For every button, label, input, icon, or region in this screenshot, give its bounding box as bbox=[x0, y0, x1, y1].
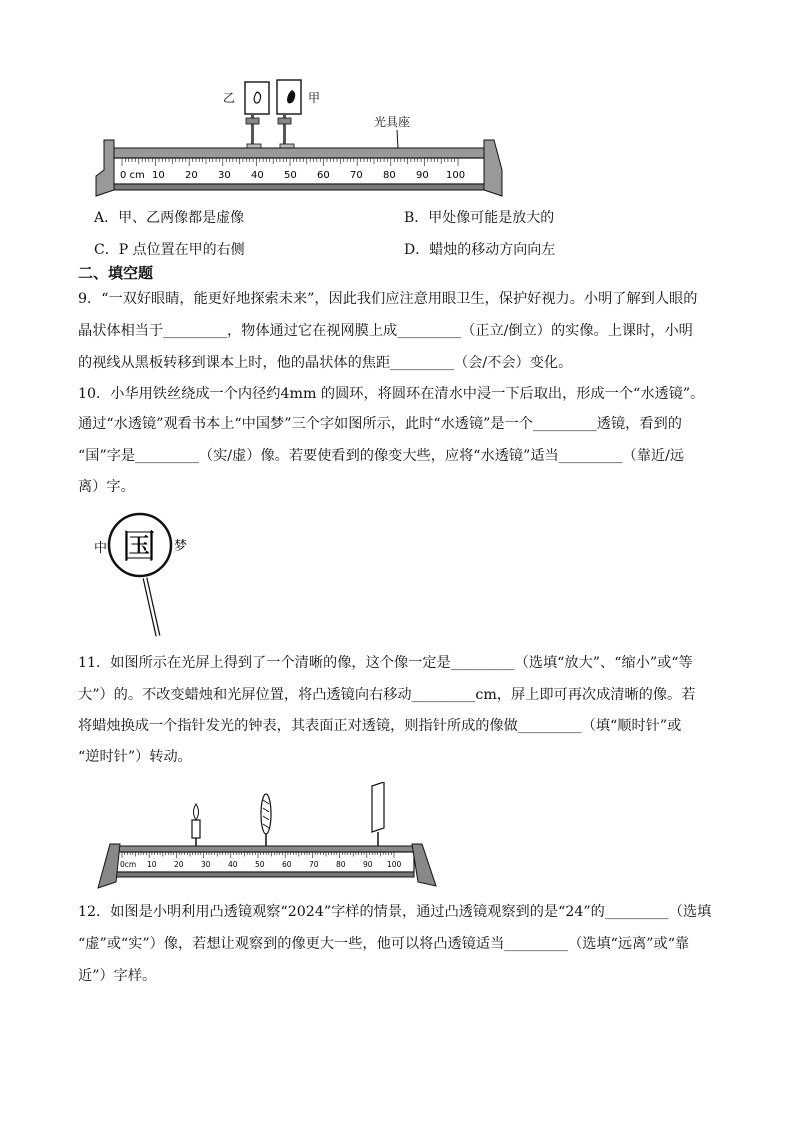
q9-line: 晶状体相当于_________，物体通过它在视网膜上成_________（正立/倒立）的实像。上课时，小明 bbox=[78, 323, 693, 339]
q9-line: 9．“一双好眼睛，能更好地探索未来”，因此我们应注意用眼卫生，保护好视力。小明了解到人眼的 bbox=[78, 291, 698, 307]
section-title: 二、填空题 bbox=[78, 264, 154, 282]
bench2-tick-label: 20 bbox=[174, 860, 184, 869]
bench1-tick-label: 30 bbox=[218, 170, 231, 181]
bench1-tick-label: 0 cm bbox=[120, 170, 145, 181]
q12-line: 12．如图是小明利用凸透镜观察“2024”字样的情景，通过凸透镜观察到的是“24”的_________（选填 bbox=[78, 904, 712, 920]
q10-line: 通过“水透镜”观看书本上“中国梦”三个字如图所示，此时“水透镜”是一个_________透镜，看到的 bbox=[78, 416, 682, 432]
bench1-tick-label: 80 bbox=[383, 170, 396, 181]
q11-line: 将蜡烛换成一个指针发光的钟表，其表面正对透镜，则指针所成的像做_________（填“顺时针”或 bbox=[78, 718, 682, 734]
bench1-tick-label: 40 bbox=[251, 170, 264, 181]
bench2-tick-label: 60 bbox=[282, 860, 292, 869]
bench1-tick-label: 50 bbox=[284, 170, 297, 181]
bench2-tick-label: 80 bbox=[336, 860, 346, 869]
option-c: C．P 点位置在甲的右侧 bbox=[94, 242, 245, 258]
bench1-tick-label: 100 bbox=[446, 170, 466, 181]
water-lens-figure bbox=[88, 510, 198, 640]
bench2-tick-label: 0cm bbox=[120, 860, 137, 869]
bench2-tick-label: 100 bbox=[387, 860, 402, 869]
char-zhong: 中 bbox=[94, 541, 108, 556]
bench1-tick-label: 10 bbox=[152, 170, 165, 181]
q12-line: 近”）字样。 bbox=[78, 968, 157, 984]
bench1-tick-label: 60 bbox=[317, 170, 330, 181]
bench1-tick-label: 20 bbox=[185, 170, 198, 181]
bench2-tick-label: 70 bbox=[309, 860, 319, 869]
bench2-tick-label: 30 bbox=[201, 860, 211, 869]
label-jia: 甲 bbox=[308, 91, 321, 105]
label-yi: 乙 bbox=[223, 91, 236, 105]
q10-line: 10．小华用铁丝绕成一个内径约4mm 的圆环，将圆环在清水中浸一下后取出，形成一个“水透镜”。 bbox=[78, 386, 705, 402]
q11-line: 大”）的。不改变蜡烛和光屏位置，将凸透镜向右移动_________cm，屏上即可再次成清晰的像。若 bbox=[78, 687, 696, 703]
optical-bench-figure-2 bbox=[94, 782, 440, 892]
char-guo: 国 bbox=[122, 527, 156, 567]
bench1-tick-label: 70 bbox=[350, 170, 363, 181]
q11-line: 11．如图所示在光屏上得到了一个清晰的像，这个像一定是_________（选填“放大”、“缩小”或“等 bbox=[78, 655, 693, 671]
q12-line: “虚”或“实”）像，若想让观察到的像更大一些，他可以将凸透镜适当_________（选填“远离”或“靠 bbox=[78, 936, 690, 952]
bench2-tick-label: 90 bbox=[363, 860, 373, 869]
q10-line: 离）字。 bbox=[78, 479, 135, 495]
q9-line: 的视线从黑板转移到课本上时，他的晶状体的焦距_________（会/不会）变化。 bbox=[78, 355, 573, 371]
bench2-tick-label: 40 bbox=[228, 860, 238, 869]
bench2-tick-label: 10 bbox=[147, 860, 157, 869]
q10-line: “国”字是_________（实/虚）像。若要使看到的像变大些，应将“水透镜”适当_________（靠近/远 bbox=[78, 448, 685, 464]
char-meng: 梦 bbox=[174, 539, 188, 554]
label-optical-bench: 光具座 bbox=[374, 115, 411, 129]
q11-line: “逆时针”）转动。 bbox=[78, 749, 192, 765]
optical-bench-figure-1 bbox=[90, 78, 510, 200]
option-d: D．蜡烛的移动方向向左 bbox=[404, 242, 556, 258]
option-b: B．甲处像可能是放大的 bbox=[404, 210, 555, 226]
bench1-tick-label: 90 bbox=[416, 170, 429, 181]
bench2-tick-label: 50 bbox=[255, 860, 265, 869]
option-a: A．甲、乙两像都是虚像 bbox=[94, 210, 245, 226]
